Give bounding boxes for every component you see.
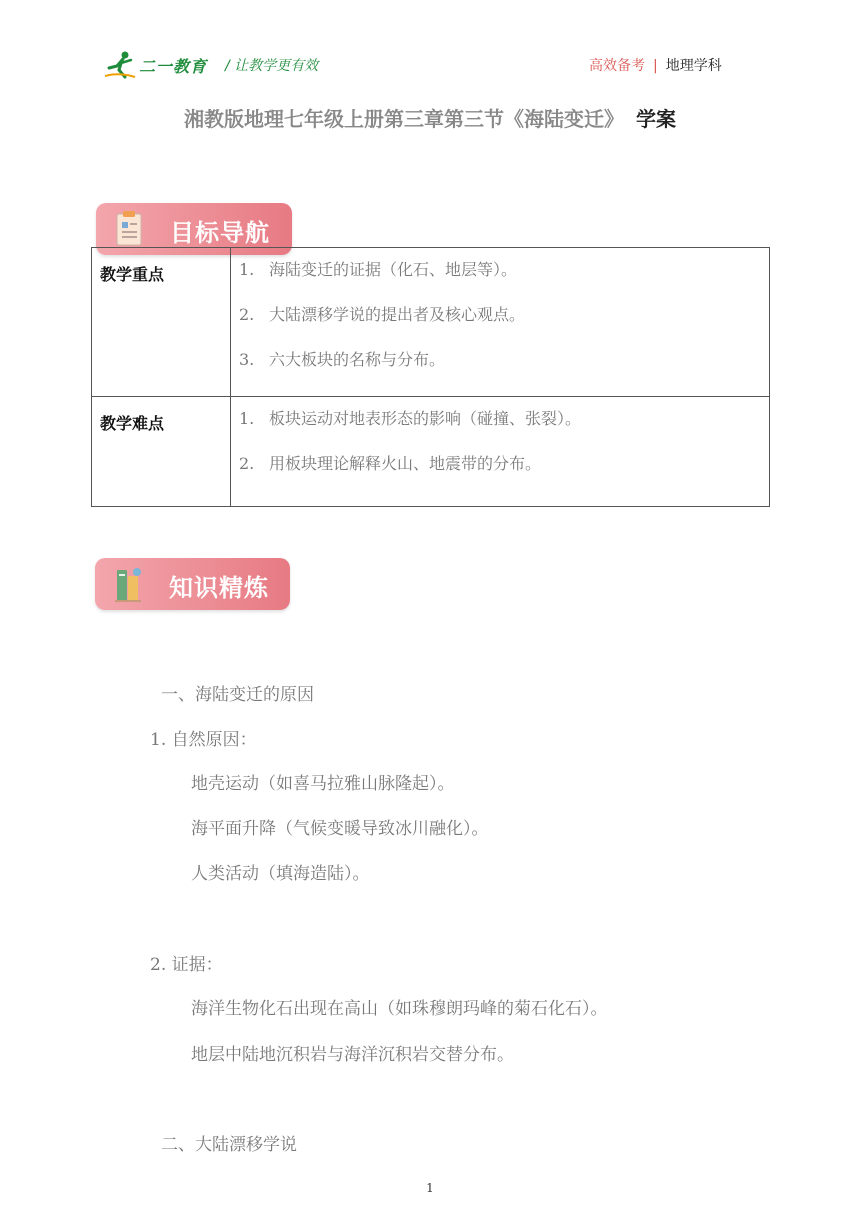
list-item: 人类活动（填海造陆）。 xyxy=(191,864,370,884)
section-title-knowledge: 知识精炼 xyxy=(169,574,269,602)
runner-icon xyxy=(105,50,139,80)
tag-separator: | xyxy=(653,58,658,74)
section-title-goals: 目标导航 xyxy=(170,219,270,247)
row-items-difficulty xyxy=(231,397,770,507)
logo-text: 二一教育 xyxy=(139,59,208,76)
brand-logo xyxy=(105,50,217,80)
row-key-difficulty: 教学难点 xyxy=(92,397,231,507)
row-items-focus xyxy=(231,248,770,397)
slogan: / 让教学更有效 xyxy=(225,58,319,74)
title-main: 湘教版地理七年级上册第三章第三节《海陆变迁》 xyxy=(184,107,624,131)
list-item: 地层中陆地沉积岩与海洋沉积岩交替分布。 xyxy=(191,1045,514,1065)
list-item: 2. 用板块理论解释火山、地震带的分布。 xyxy=(239,454,542,473)
page-number: 1 xyxy=(426,1181,434,1195)
heading-continental-drift: 二、大陆漂移学说 xyxy=(161,1135,297,1155)
table-row xyxy=(92,397,770,507)
books-icon xyxy=(113,564,145,604)
tag-exam-prep: 高效备考 xyxy=(589,58,645,74)
list-item: 海平面升降（气候变暖导致冰川融化）。 xyxy=(191,819,489,839)
list-item: 海洋生物化石出现在高山（如珠穆朗玛峰的菊石化石）。 xyxy=(191,999,608,1019)
header-tags xyxy=(589,55,722,75)
list-item: 1. 海陆变迁的证据（化石、地层等）。 xyxy=(239,260,518,279)
table-row xyxy=(92,248,770,397)
goals-table xyxy=(91,247,770,507)
document-title xyxy=(0,103,860,132)
row-key-focus: 教学重点 xyxy=(92,248,231,397)
list-item: 3. 六大板块的名称与分布。 xyxy=(239,350,446,369)
list-item: 2. 大陆漂移学说的提出者及核心观点。 xyxy=(239,305,526,324)
list-item: 1. 板块运动对地表形态的影响（碰撞、张裂）。 xyxy=(239,409,582,428)
tag-subject: 地理学科 xyxy=(665,58,722,74)
document-icon xyxy=(114,209,146,249)
heading-causes: 一、海陆变迁的原因 xyxy=(161,685,314,705)
title-tail: 学案 xyxy=(636,107,676,131)
section-badge-knowledge xyxy=(95,558,290,610)
subheading-natural-causes: 1. 自然原因： xyxy=(150,730,257,750)
subheading-evidence: 2. 证据： xyxy=(150,955,223,975)
list-item: 地壳运动（如喜马拉雅山脉隆起）。 xyxy=(191,774,455,794)
